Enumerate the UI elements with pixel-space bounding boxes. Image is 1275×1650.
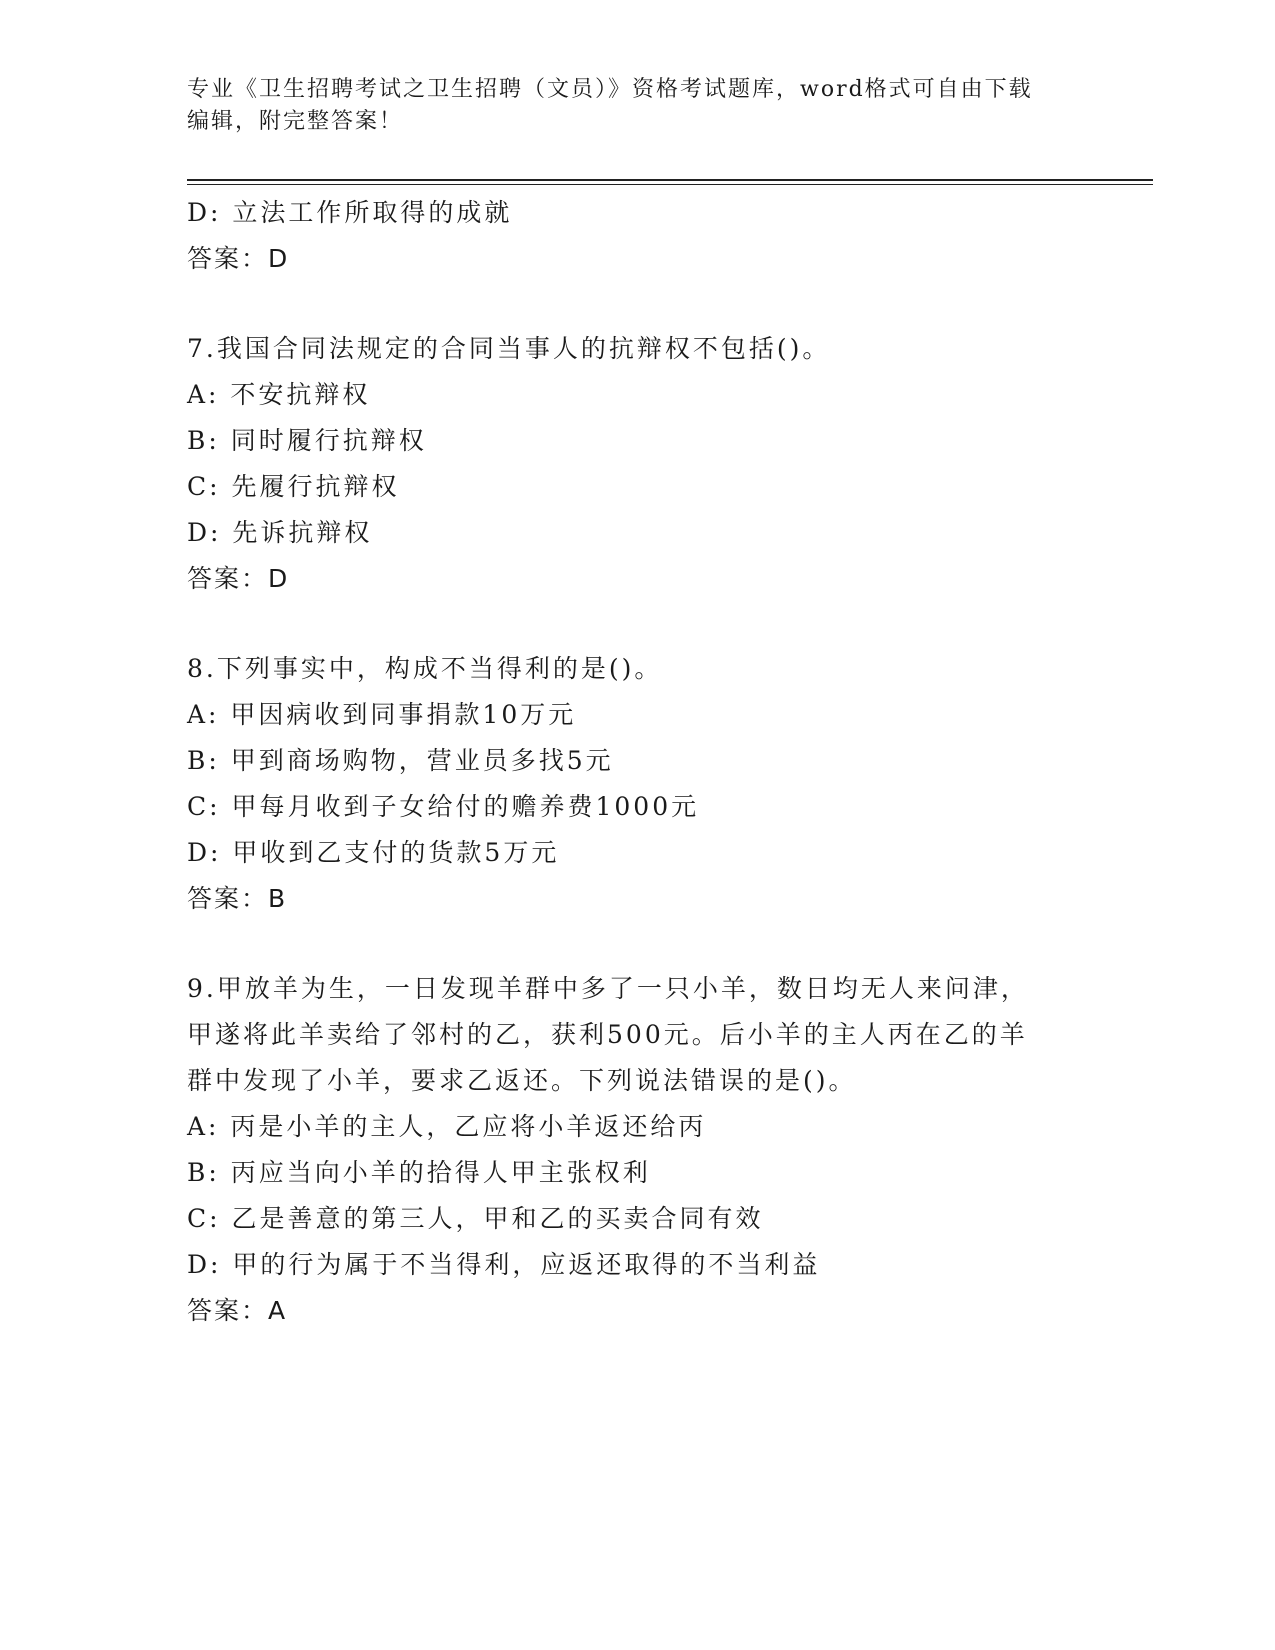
answer-line: 答案：D [187,564,290,593]
question-stem-line-1: 9.甲放羊为生，一日发现羊群中多了一只小羊，数日均无人来问津， [187,974,1029,1003]
option-b: B: 同时履行抗辩权 [187,426,427,455]
answer-line: 答案：D [187,244,290,273]
question-stem: 7.我国合同法规定的合同当事人的抗辩权不包括()。 [187,334,831,363]
previous-question-tail [187,190,1087,282]
document-header [187,74,1087,138]
header-divider-thick [187,179,1153,181]
header-divider-thin [187,184,1153,185]
option-a: A: 甲因病收到同事捐款10万元 [187,700,577,729]
option-b: B: 甲到商场购物，营业员多找5元 [187,746,614,775]
option-c: C: 乙是善意的第三人，甲和乙的买卖合同有效 [187,1204,764,1233]
document-body [187,190,1087,1334]
question-8 [187,646,1087,922]
option-d: D: 甲的行为属于不当得利，应返还取得的不当利益 [187,1250,821,1279]
question-7 [187,326,1087,602]
option-d: D: 立法工作所取得的成就 [187,198,513,227]
option-d: D: 甲收到乙支付的货款5万元 [187,838,560,867]
option-a: A: 丙是小羊的主人，乙应将小羊返还给丙 [187,1112,707,1141]
option-c: C: 先履行抗辩权 [187,472,400,501]
option-d: D: 先诉抗辩权 [187,518,373,547]
option-b: B: 丙应当向小羊的拾得人甲主张权利 [187,1158,651,1187]
option-c: C: 甲每月收到子女给付的赡养费1000元 [187,792,700,821]
header-line-1: 专业《卫生招聘考试之卫生招聘（文员）》资格考试题库，word格式可自由下载 [187,77,1033,102]
header-line-2: 编辑，附完整答案！ [187,109,404,134]
answer-line: 答案：A [187,1296,288,1325]
question-stem-line-2: 甲遂将此羊卖给了邻村的乙，获利500元。后小羊的主人丙在乙的羊 [187,1020,1028,1049]
answer-line: 答案：B [187,884,288,913]
question-stem-line-3: 群中发现了小羊，要求乙返还。下列说法错误的是()。 [187,1066,857,1095]
question-9 [187,966,1087,1334]
option-a: A: 不安抗辩权 [187,380,371,409]
question-stem: 8.下列事实中，构成不当得利的是()。 [187,654,663,683]
